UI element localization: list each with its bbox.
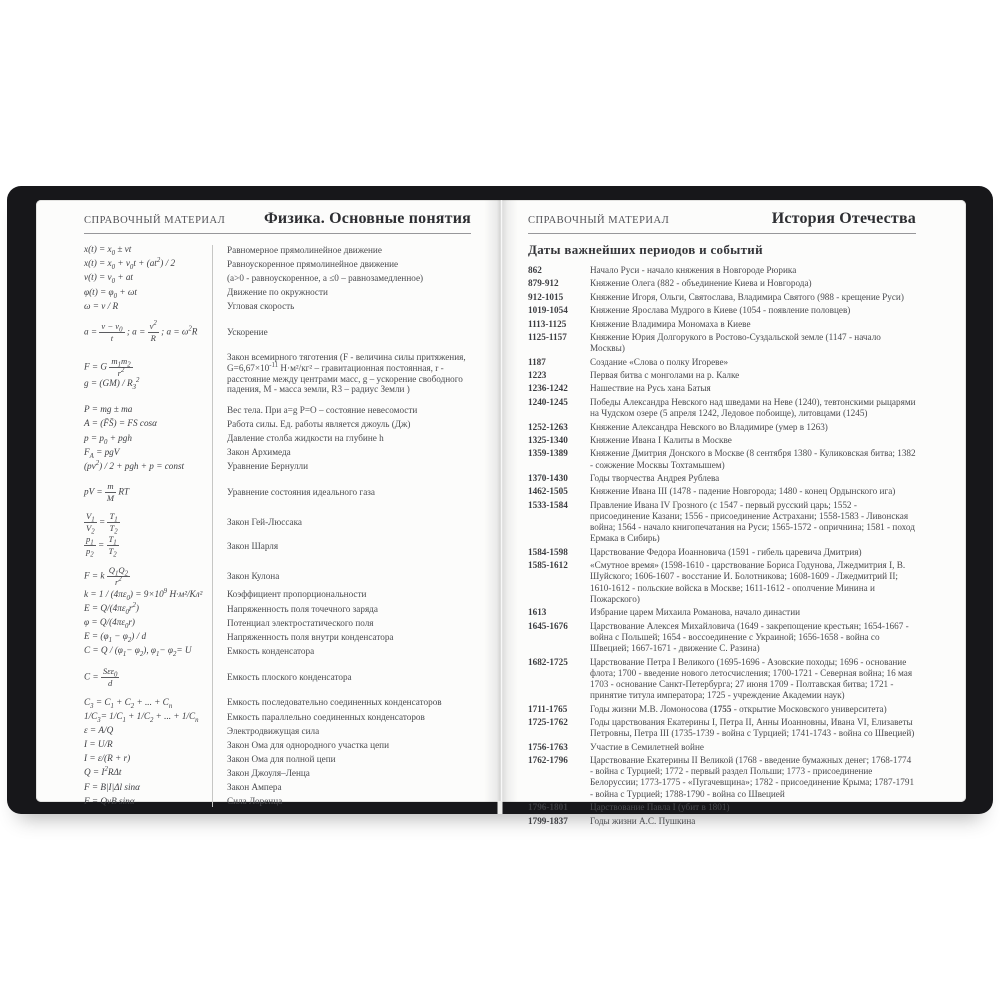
description-cell: Равномерное прямолинейное движение [227,244,382,255]
description-cell: Закон Ома для однородного участка цепи [227,739,389,750]
history-row [528,332,916,354]
date-cell: 1187 [528,356,546,367]
event-cell: Годы жизни М.В. Ломоносова (1755 - открытие Московского университета) [590,703,887,714]
history-row [528,704,916,715]
description-cell: (a>0 - равноускоренное, a ≤0 – равнозамедленное) [227,272,424,283]
formula-cell: F = B|I|Δl sinα [84,781,140,792]
formula-row [84,710,471,724]
history-row [528,292,916,303]
formula-row [84,351,471,396]
date-cell: 1645-1676 [528,620,568,631]
description-cell: Электродвижущая сила [227,725,320,736]
formula-row [84,257,471,271]
formula-cell: F = G $\frac{m_1m_2}{r^2}$ $g = (GM) / R_З^2$ [84,356,140,391]
description-cell: Движение по окружности [227,287,328,298]
formula-row [84,602,471,616]
formula-cell: F = k $\frac{Q_1Q_2}{r^2}$ [84,564,129,587]
history-date-list [528,265,916,827]
column-divider [212,245,213,807]
date-cell: 1796-1801 [528,802,568,813]
date-cell: 1359-1389 [528,448,568,459]
history-row [528,486,916,497]
event-cell: Княжение Олега (882 - объединение Киева и Новгорода) [590,278,812,289]
description-cell: Уравнение состояния идеального газа [227,487,375,498]
right-page-title: История Отечества [771,210,916,227]
event-cell: Годы жизни А.С. Пушкина [590,815,696,826]
formula-cell: C = Sεε$_0$ d [84,665,118,688]
formula-cell: $p = p_0$ + pgh [84,432,132,446]
event-cell: Княжение Ивана I Калиты в Москве [590,434,732,445]
formula-cell: $Q = I^2R\Delta t$ [84,766,122,778]
date-cell: 1462-1505 [528,486,568,497]
description-cell: Закон Джоуля–Ленца [227,768,310,779]
history-row [528,357,916,368]
description-cell: Закон Кулона [227,570,280,581]
date-cell: 1125-1157 [528,332,567,343]
history-row [528,607,916,618]
formula-row [84,630,471,644]
event-cell: Участие в Семилетней войне [590,741,704,752]
description-cell: Закон Ома для полной цепи [227,753,336,764]
date-cell: 1252-1263 [528,421,568,432]
history-row [528,621,916,655]
formula-cell: $\frac{V_1}{V_2}$ = $\frac{T_1}{T_2}$ [86,511,118,536]
formula-row [84,781,471,795]
history-row [528,755,916,800]
left-page [36,200,501,807]
event-cell: Царствование Петра I Великого (1695-1696 - Азовские походы; 1696 - основание флота; 1700 - введение нового летосчисления; 1700-1721 - Северная война; 16 мая 1703 - основание Санкт-Петербурга; 27 июня 1709 - Полтавская битва; 1721 - принятие титула императора; 1725 - учреждение Академии наук) [590,656,913,701]
formula-row [84,321,471,344]
formula-cell: $k = 1 / (4\pi\varepsilon_0) = 9\times 10^9$ Н·м²/Кл² [84,587,203,602]
history-subtitle: Даты важнейших периодов и событий [528,242,763,257]
history-row [528,319,916,330]
formula-row [84,738,471,752]
date-cell: 862 [528,265,542,275]
description-cell: Работа силы. Ед. работы является джоуль (Дж) [227,419,411,429]
description-cell: Емкость параллельно соединенных конденсаторов [227,711,425,722]
date-cell: 1585-1612 [528,560,568,571]
event-cell: Царствование Федора Иоанновича (1591 - гибель царевича Дмитрия) [590,546,862,557]
left-page-title: Физика. Основные понятия [263,210,471,227]
history-row [528,370,916,381]
history-row [528,547,916,558]
date-cell: 1756-1763 [528,741,568,752]
description-cell: Закон Архимеда [227,447,291,458]
formula-cell: $x(t) = x_0$ ± vt [84,244,132,257]
history-row [528,435,916,446]
left-page-header [84,210,471,234]
date-cell: 1223 [528,370,547,381]
formula-row [84,795,471,809]
description-cell: Уравнение Бернулли [227,461,309,472]
formula-cell: ω = v / R [84,300,119,311]
history-row [528,473,916,484]
history-row [528,802,916,813]
date-cell: 1711-1765 [528,703,568,714]
formula-row [84,565,471,588]
event-cell: Княжение Дмитрия Донского в Москве (8 сентября 1380 - Куликовская битва; 1382 - сожжение Москвы Тохтамышем) [590,448,916,470]
history-row [528,383,916,394]
right-page-header [528,210,916,234]
date-cell: 1682-1725 [528,656,568,667]
formula-cell: $v(t) = v_0$ + at [84,272,133,286]
formula-row [84,511,471,534]
formula-cell: a = $\frac{v - v_0}{t}$ ; a = $\frac{v^2}{R}$ ; $a = \omega^2R$ [84,319,198,343]
description-cell: Напряженность поля точечного заряда [227,603,378,614]
description-cell: Вес тела. При a=g P=O – состояние невесомости [227,404,418,415]
formula-cell: A = (F̄S̄) = FS cosα [84,418,157,429]
event-cell: Царствование Екатерины II Великой (1768 - введение бумажных денег; 1768-1774 - война с Турцией; 1772 - первый раздел Польши; 1773 - присоединение Белоруссии; 1773-1775 - «Пугачевщина»; 1782 - присоединение Крыма; 1787-1791 - война с Турцией; 1788-1790 - война со Швецией [590,755,915,799]
description-cell: Давление столба жидкости на глубине h [227,433,384,444]
event-cell: «Смутное время» (1598-1610 - царствование Бориса Годунова, Лжедмитрия I, В. Шуйского; 1606-1607 - восстание И. Болотникова; 1608-1609 - Лжедмитрий II; 1610-1612 - польские войска в Москве; 1611-1612 - ополчение Минина и Пожарского) [590,560,906,604]
date-cell: 1725-1762 [528,717,568,727]
date-cell: 1799-1837 [528,815,568,826]
date-cell: 1019-1054 [528,305,568,316]
description-cell: Коэффициент пропорциональности [227,589,367,600]
event-cell: Княжение Ярослава Мудрого в Киеве (1054 - появление половцев) [590,305,851,316]
physics-formula-table [84,243,471,809]
formula-cell: $\frac{p_1}{p_2}$ = $\frac{T_1}{T_2}$ [86,534,117,560]
open-pages [36,200,966,826]
history-row [528,448,916,470]
history-row [528,816,916,827]
history-row [528,742,916,753]
formula-row [84,481,471,504]
description-cell: Закон Гей-Люссака [227,517,302,528]
event-cell: Начало Руси - начало княжения в Новгороде Рюрика [590,265,797,275]
date-cell: 1325-1340 [528,434,568,445]
date-cell: 1113-1125 [528,318,567,329]
formula-row [84,446,471,460]
event-cell: Княжение Юрия Долгорукого в Ростово-Суздальской земле (1147 - начало Москвы) [590,332,881,354]
formula-cell: $F_A$ = pgV [84,446,120,460]
description-cell: Закон Ампера [227,782,282,793]
history-row [528,657,916,702]
formula-cell: I = ε/(R + r) [84,753,131,764]
description-cell: Емкость последовательно соединенных конденсаторов [227,697,442,708]
date-cell: 1584-1598 [528,546,568,557]
formula-row [84,616,471,630]
event-cell: Годы творчества Андрея Рублева [590,472,720,483]
event-cell: Первая битва с монголами на р. Калке [590,370,740,381]
event-cell: Избрание царем Михаила Романова, начало династии [590,607,801,618]
event-cell: Княжение Александра Невского во Владимире (умер в 1263) [590,421,828,432]
formula-cell: F = QvB sinα [84,795,135,806]
date-cell: 879-912 [528,278,559,289]
formula-cell: $1/C_3= 1/C_1 + 1/C_2$ + ... + $1/C_n$ [84,710,199,724]
description-cell: Закон всемирного тяготения (F - величина силы притяжения, $G=6,67\times 10^{-11}$ Н·м²/кг² – гравитационная постоянная, r - расстояние между центрами масс, g – ускорение свободного падения, М - масса земли, R3 – радиус Земли ) [227,352,466,395]
date-cell: 912-1015 [528,291,564,302]
description-cell: Емкость конденсатора [227,646,315,656]
right-page [501,200,966,826]
event-cell: Победы Александра Невского над шведами на Неве (1240), тевтонскими рыцарями на Чудском озере (5 апреля 1242, Ледовое побоище), литовцами (1245) [590,396,916,419]
formula-row [84,752,471,766]
date-cell: 1370-1430 [528,472,568,483]
formula-cell: $E = Q/(4\pi\varepsilon_0r^2)$ [84,601,139,616]
formula-cell: $\varphi(t) = \varphi_0 + \omega t$ [84,286,137,300]
formula-cell: P = mg ± ma [84,404,133,415]
description-cell: Закон Шарля [227,540,279,551]
description-cell: Потенциал электростатического поля [227,617,374,628]
formula-cell: $\varphi = Q/(4\pi\varepsilon_0r)$ [84,617,135,630]
history-row [528,265,916,276]
formula-cell: $C = Q / (\varphi_1- \varphi_2)$, $\varphi_1- \varphi_2= U$ [84,645,192,659]
history-row [528,422,916,433]
formula-row [84,534,471,560]
description-cell: Равноускоренное прямолинейное движение [227,258,399,269]
spine-split [498,801,503,814]
formula-row [84,766,471,780]
event-cell: Княжение Владимира Мономаха в Киеве [590,318,751,329]
history-row [528,560,916,605]
right-header-label: СПРАВОЧНЫЙ МАТЕРИАЛ [528,215,670,226]
history-row [528,717,916,739]
formula-row [84,588,471,602]
formula-row [84,460,471,474]
formula-cell: $C_3 = C_1 + C_2$ + ... + $C_n$ [84,696,173,710]
date-cell: 1613 [528,607,547,618]
date-cell: 1236-1242 [528,383,568,394]
formula-cell: ε = A/Q [84,725,114,736]
event-cell: Годы царствования Екатерины I, Петра II, Анны Иоанновны, Ивана VI, Елизаветы Петровны, Петра III (1735-1739 - война с Турцией; 1741-1743 - война со Швецией) [590,717,915,739]
event-cell: Княжение Ивана III (1478 - падение Новгорода; 1480 - конец Ордынского ига) [590,486,896,497]
formula-row [84,417,471,431]
formula-row [84,696,471,710]
formula-cell: $(pv^2) / 2$ + pgh + p = const [84,459,185,471]
event-cell: Царствование Алексея Михайловича (1649 - закрепощение крестьян; 1654-1667 - война с Польшей; 1654 - воссоединение с Украиной; 1656-1658 - война со Швецией; 1667-1671 - движение С. Разина) [590,620,909,654]
formula-row [84,644,471,658]
history-row [528,397,916,419]
formula-row [84,243,471,257]
formula-cell: I = U/R [84,739,113,750]
description-cell: Угловая скорость [227,301,295,312]
formula-row [84,724,471,738]
history-row [528,278,916,289]
date-cell: 1762-1796 [528,755,568,766]
formula-row [84,403,471,417]
description-cell: Напряженность поля внутри конденсатора [227,631,394,642]
formula-row [84,300,471,314]
event-cell: Нашествие на Русь хана Батыя [590,383,711,394]
left-header-label: СПРАВОЧНЫЙ МАТЕРИАЛ [84,215,226,226]
formula-cell: pV = $\frac{m}{M}$ RT [84,480,130,503]
event-cell: Правление Ивана IV Грозного (с 1547 - первый русский царь; 1552 - присоединение Казани; 1556 - присоединение Астрахани; 1558-1583 - Ливонская война; 1564 - начало книгопечатания на Руси; 1565-1572 - опричнина; 1581 - поход Ермака в Сибирь) [590,499,915,544]
description-cell: Сила Лоренца [227,796,283,807]
history-row [528,305,916,316]
formula-cell: $x(t) = x_0 + v_0t + (at^2) / 2$ [84,257,176,272]
history-row [528,500,916,545]
formula-row [84,665,471,688]
formula-row [84,431,471,445]
date-cell: 1533-1584 [528,499,568,510]
formula-cell: $E = (\varphi_1 - \varphi_2) / d$ [84,631,147,645]
description-cell: Емкость плоского конденсатора [227,671,352,682]
event-cell: Царствование Павла I (убит в 1801) [590,802,730,813]
event-cell: Создание «Слова о полку Игореве» [590,356,729,367]
description-cell: Ускорение [227,326,268,337]
event-cell: Княжение Игоря, Ольги, Святослава, Владимира Святого (988 - крещение Руси) [590,291,904,302]
formula-row [84,271,471,285]
date-cell: 1240-1245 [528,396,568,407]
formula-row [84,285,471,299]
notebook-book [7,186,993,826]
